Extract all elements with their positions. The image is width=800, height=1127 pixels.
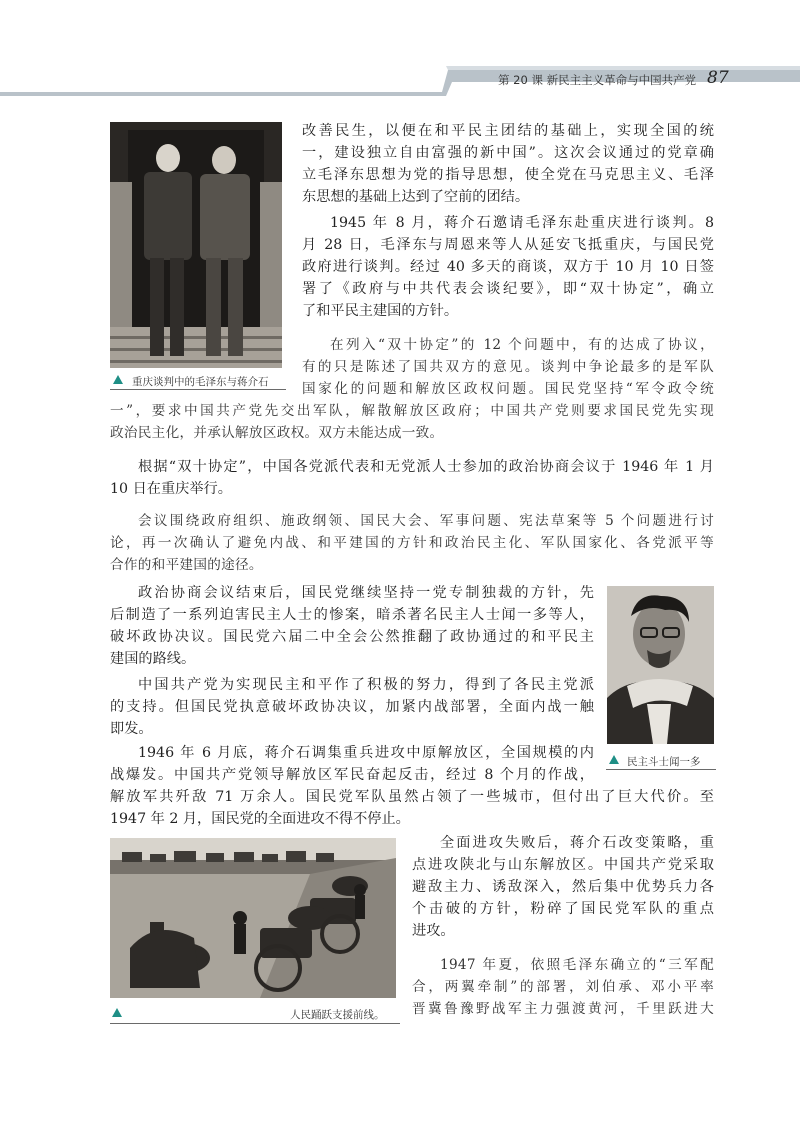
text-line: 后制造了一系列迫害民主人士的惨案，暗杀著名民主人士闻一多等人， [110, 607, 594, 623]
text-line: 中国共产党为实现民主和平作了积极的努力，得到了各民主党派 [138, 677, 594, 693]
paragraph [412, 954, 714, 1020]
caption-marker-icon [609, 755, 619, 764]
lesson-title: 第 20 课 新民主主义革命与中国共产党 [498, 73, 697, 87]
paragraph [110, 400, 714, 444]
paragraph [110, 582, 594, 670]
paragraph [412, 832, 714, 942]
text-line: 有的只是陈述了国共双方的意见。谈判中争论最多的是军队 [302, 359, 714, 375]
support-front-caption: 人民踊跃支援前线。 [290, 1009, 385, 1021]
text-line: 根据“双十协定”，中国各党派代表和无党派人士参加的政治协商会议于 1946 年 1 月 [138, 459, 714, 475]
paragraph [110, 456, 714, 500]
paragraph [302, 212, 714, 322]
text-line: 1946 年 6 月底，蒋介石调集重兵进攻中原解放区，全国规模的内 [138, 745, 594, 761]
text-line: 10 日在重庆举行。 [110, 481, 232, 497]
text-line: 即发。 [110, 721, 153, 737]
text-line: 改善民生，以便在和平民主团结的基础上，实现全国的统 [302, 123, 714, 139]
text-line: 合，两翼牵制”的部署，刘伯承、邓小平率 [412, 979, 714, 995]
text-line: 点进攻陕北与山东解放区。中国共产党采取 [412, 857, 714, 873]
paragraph [302, 334, 714, 400]
text-line: 合作的和平建国的途径。 [110, 557, 263, 573]
text-line: 避敌主力、诱敌深入，然后集中优势兵力各 [412, 879, 714, 895]
text-line: 1945 年 8 月，蒋介石邀请毛泽东赴重庆进行谈判。8 [330, 215, 714, 231]
text-line: 政治民主化，并承认解放区政权。双方未能达成一致。 [110, 425, 444, 441]
text-line: 一”，要求中国共产党先交出军队，解散解放区政府；中国共产党则要求国民党先实现 [110, 403, 714, 419]
support-front-photo [110, 838, 396, 998]
text-line: 战爆发。中国共产党领导解放区军民奋起反击，经过 8 个月的作战， [110, 767, 594, 783]
text-line: 立毛泽东思想为党的指导思想，使全党在马克思主义、毛泽 [302, 167, 714, 183]
text-line: 了和平民主建国的方针。 [302, 303, 459, 319]
caption-marker-icon [113, 375, 123, 384]
text-line: 署了《政府与中共代表会谈纪要》，即“双十协定”，确立 [302, 281, 714, 297]
chongqing-caption: 重庆谈判中的毛泽东与蒋介石 [132, 376, 269, 388]
text-line: 破坏政协决议。国民党六届二中全会公然推翻了政协通过的和平民主 [110, 629, 594, 645]
text-line: 东思想的基础上达到了空前的团结。 [302, 189, 530, 205]
text-line: 解放军共歼敌 71 万余人。国民党军队虽然占领了一些城市，但付出了巨大代价。至 [110, 789, 714, 805]
text-line: 一，建设独立自由富强的新中国”。这次会议通过的党章确 [302, 145, 714, 161]
text-line: 月 28 日，毛泽东与周恩来等人从延安飞抵重庆，与国民党 [302, 237, 714, 253]
text-line: 个击破的方针，粉碎了国民党军队的重点 [412, 901, 714, 917]
text-line: 政府进行谈判。经过 40 多天的商谈，双方于 10 月 10 日签 [302, 259, 714, 275]
text-line: 建国的路线。 [110, 651, 196, 667]
text-line: 进攻。 [412, 923, 455, 939]
text-line: 1947 年夏，依照毛泽东确立的“三军配 [440, 957, 714, 973]
paragraph [110, 742, 594, 786]
text-line: 论，再一次确认了避免内战、和平建国的方针和政治民主化、军队国家化、各党派平等 [110, 535, 714, 551]
text-line: 在列入“双十协定”的 12 个问题中，有的达成了协议， [330, 337, 714, 353]
text-line: 会议围绕政府组织、施政纲领、国民大会、军事问题、宪法草案等 5 个问题进行讨 [138, 513, 714, 529]
text-line: 1947 年 2 月，国民党的全面进攻不得不停止。 [110, 811, 410, 827]
wenyiduo-caption: 民主斗士闻一多 [627, 756, 701, 768]
text-line: 政治协商会议结束后，国民党继续坚持一党专制独裁的方针，先 [138, 585, 594, 601]
paragraph [110, 510, 714, 576]
text-line: 晋冀鲁豫野战军主力强渡黄河，千里跃进大 [412, 1001, 714, 1017]
wenyiduo-photo [607, 586, 714, 744]
page-number: 87 [707, 68, 729, 88]
text-line: 国家化的问题和解放区政权问题。国民党坚持“军令政令统 [302, 381, 714, 397]
caption-rule [110, 389, 286, 390]
caption-rule [606, 769, 716, 770]
caption-marker-icon [112, 1008, 122, 1017]
text-line: 的支持。但国民党执意破坏政协决议，加紧内战部署，全面内战一触 [110, 699, 594, 715]
paragraph [110, 674, 594, 740]
paragraph [110, 786, 714, 830]
text-line: 全面进攻失败后，蒋介石改变策略，重 [440, 835, 714, 851]
caption-rule [110, 1023, 400, 1024]
chongqing-photo [110, 122, 282, 368]
paragraph [302, 120, 714, 208]
